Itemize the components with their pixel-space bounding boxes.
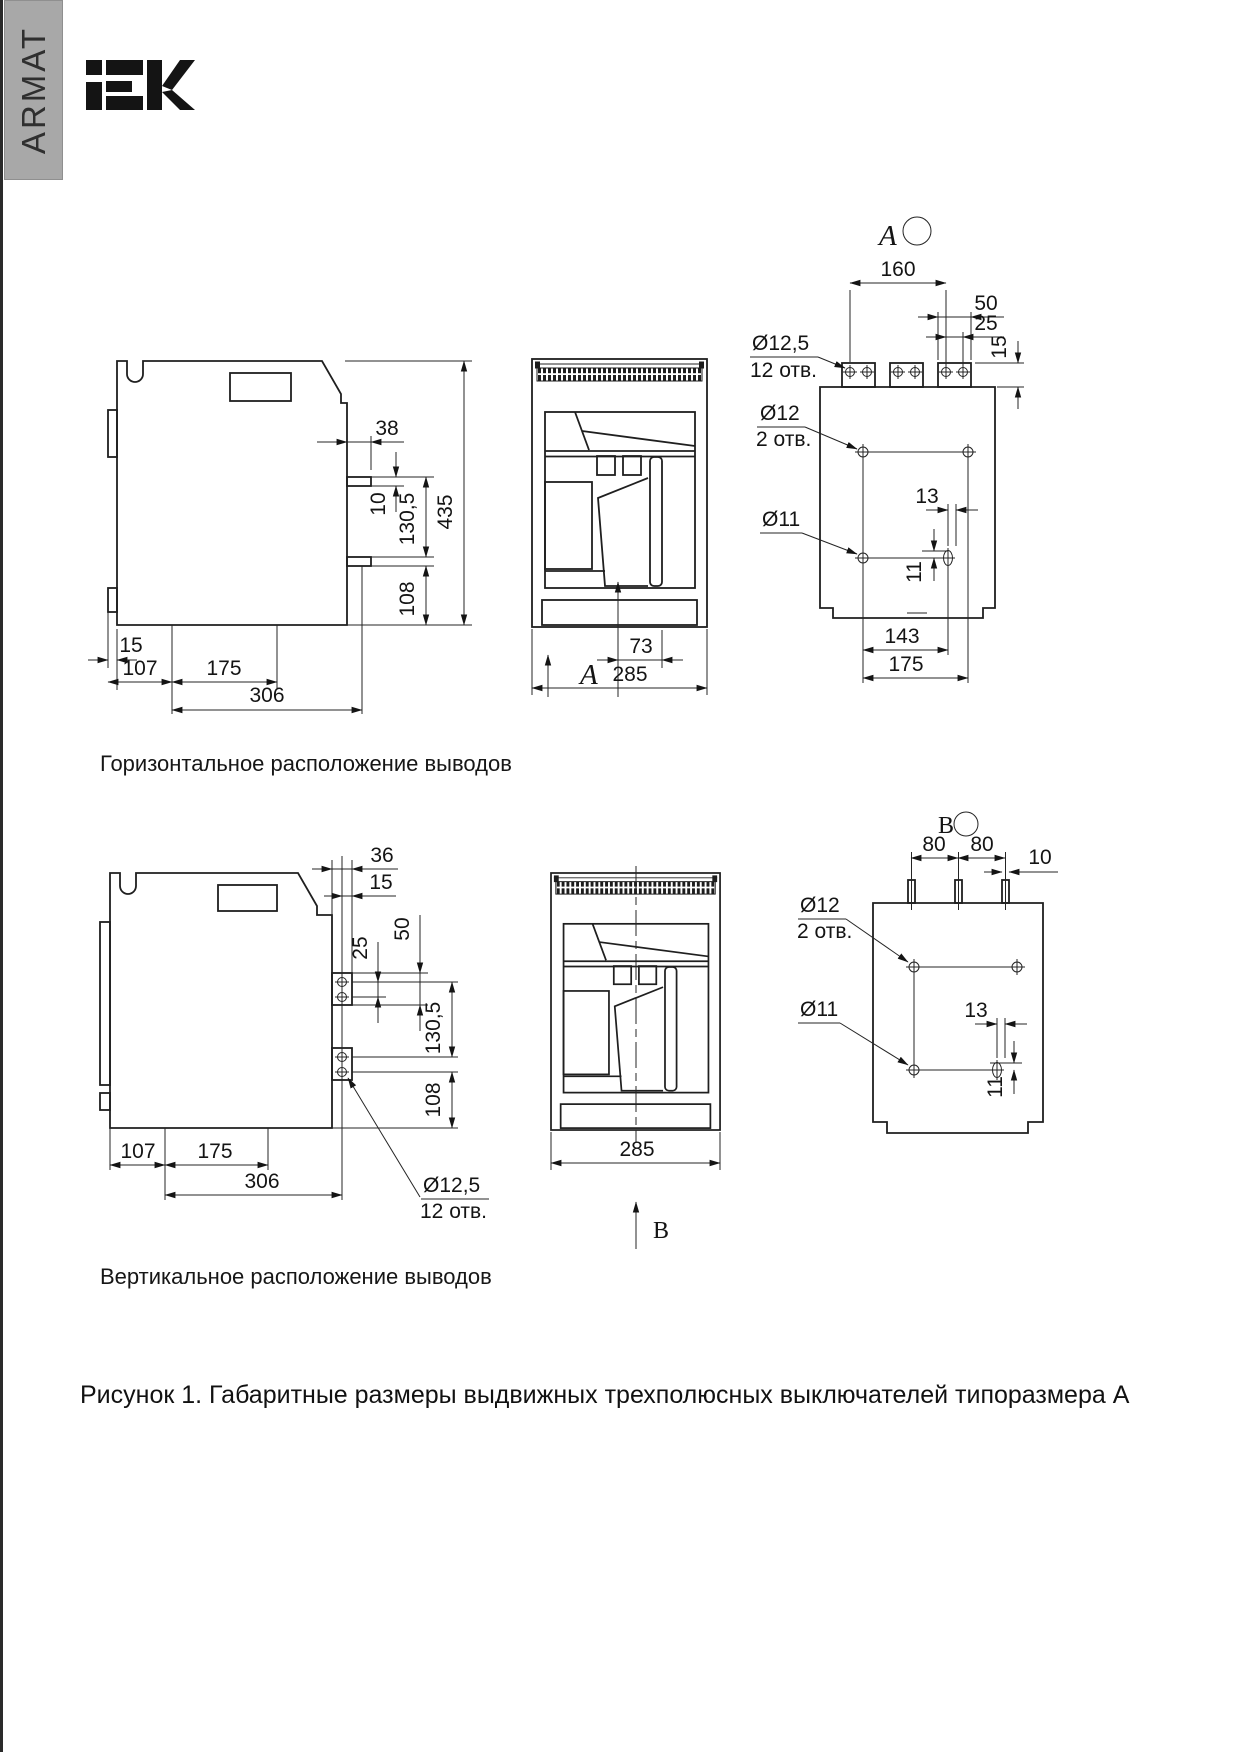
dim-175-v4: 175 (197, 1140, 233, 1163)
figure-caption: Рисунок 1. Габаритные размеры выдвижных трехполюсных выключателей типоразмера А (80, 1381, 1130, 1409)
section-label-vertical: Вертикальное расположение выводов (100, 1264, 492, 1289)
dim-10: 10 (367, 492, 390, 516)
dim-285: 285 (612, 663, 648, 686)
dim-15: 15 (119, 634, 143, 657)
hole-label-dia125-qty: 12 отв. (750, 359, 818, 382)
dim-107: 107 (122, 657, 158, 680)
dim-80-a: 80 (922, 833, 946, 856)
view-arrow-letter-b: В (653, 1218, 670, 1244)
armat-label: ARMAT (14, 25, 52, 155)
hole-label-dia125-v4: Ø12,5 (423, 1174, 481, 1197)
dim-130-5: 130,5 (396, 492, 419, 546)
view-arrow-letter-a: A (580, 659, 598, 691)
view-vertical-front (551, 866, 720, 1249)
dim-10-v6: 10 (1028, 846, 1052, 869)
dim-11-v6: 11 (984, 1076, 1007, 1098)
hole-label-dia11-v6: Ø11 (800, 998, 839, 1021)
dim-108-v4: 108 (422, 1082, 445, 1118)
dim-38: 38 (375, 417, 399, 440)
hole-label-dia12-qty-v6: 2 отв. (797, 920, 853, 943)
terminal-tab-upper (347, 477, 371, 486)
hole-label-dia11: Ø11 (762, 508, 801, 531)
dim-435: 435 (434, 494, 457, 530)
view-b-label: В (938, 813, 955, 839)
dim-15-v4: 15 (369, 871, 393, 894)
dim-175-v3: 175 (888, 653, 924, 676)
dim-25-v4: 25 (349, 936, 372, 960)
dim-50: 50 (974, 292, 998, 315)
hole-label-dia125: Ø12,5 (752, 332, 810, 355)
view-a-circle (903, 217, 931, 245)
nameplate (230, 373, 291, 401)
breaker-front-face (532, 359, 707, 627)
dim-108: 108 (396, 581, 419, 617)
dim-143: 143 (884, 625, 920, 648)
view-horizontal-front (532, 359, 707, 697)
dim-285-v5: 285 (619, 1138, 655, 1161)
section-label-horizontal: Горизонтальное расположение выводов (100, 751, 512, 776)
dim-11: 11 (903, 561, 926, 583)
dim-15-v3: 15 (988, 335, 1011, 359)
view-vertical-side (100, 844, 489, 1223)
hole-label-dia12-v6: Ø12 (800, 894, 840, 917)
dim-160: 160 (880, 258, 916, 281)
dim-73: 73 (629, 635, 653, 658)
view-vertical-rear (797, 812, 1058, 1133)
dim-107-v4: 107 (120, 1140, 156, 1163)
dim-25: 25 (974, 312, 998, 335)
dim-13-v6: 13 (964, 999, 988, 1022)
terminal-tab-lower (347, 557, 371, 566)
view-horizontal-side (88, 361, 472, 714)
hole-label-dia12: Ø12 (760, 402, 800, 425)
dim-306: 306 (249, 684, 285, 707)
dim-175: 175 (206, 657, 242, 680)
hole-label-dia125-qty-v4: 12 отв. (420, 1200, 488, 1223)
dim-130-5-v4: 130,5 (422, 1001, 445, 1055)
rear-body-outline-v (873, 903, 1043, 1133)
dim-50-v4: 50 (391, 917, 414, 941)
dim-36: 36 (370, 844, 394, 867)
view-horizontal-rear (750, 217, 1024, 683)
terminal-holes (843, 365, 970, 379)
hole-label-dia12-qty: 2 отв. (756, 428, 812, 451)
dim-13: 13 (915, 485, 939, 508)
dim-306-v4: 306 (244, 1170, 280, 1193)
dim-80-b: 80 (970, 833, 994, 856)
view-a-label: A (879, 220, 897, 252)
iek-logo (86, 60, 195, 110)
